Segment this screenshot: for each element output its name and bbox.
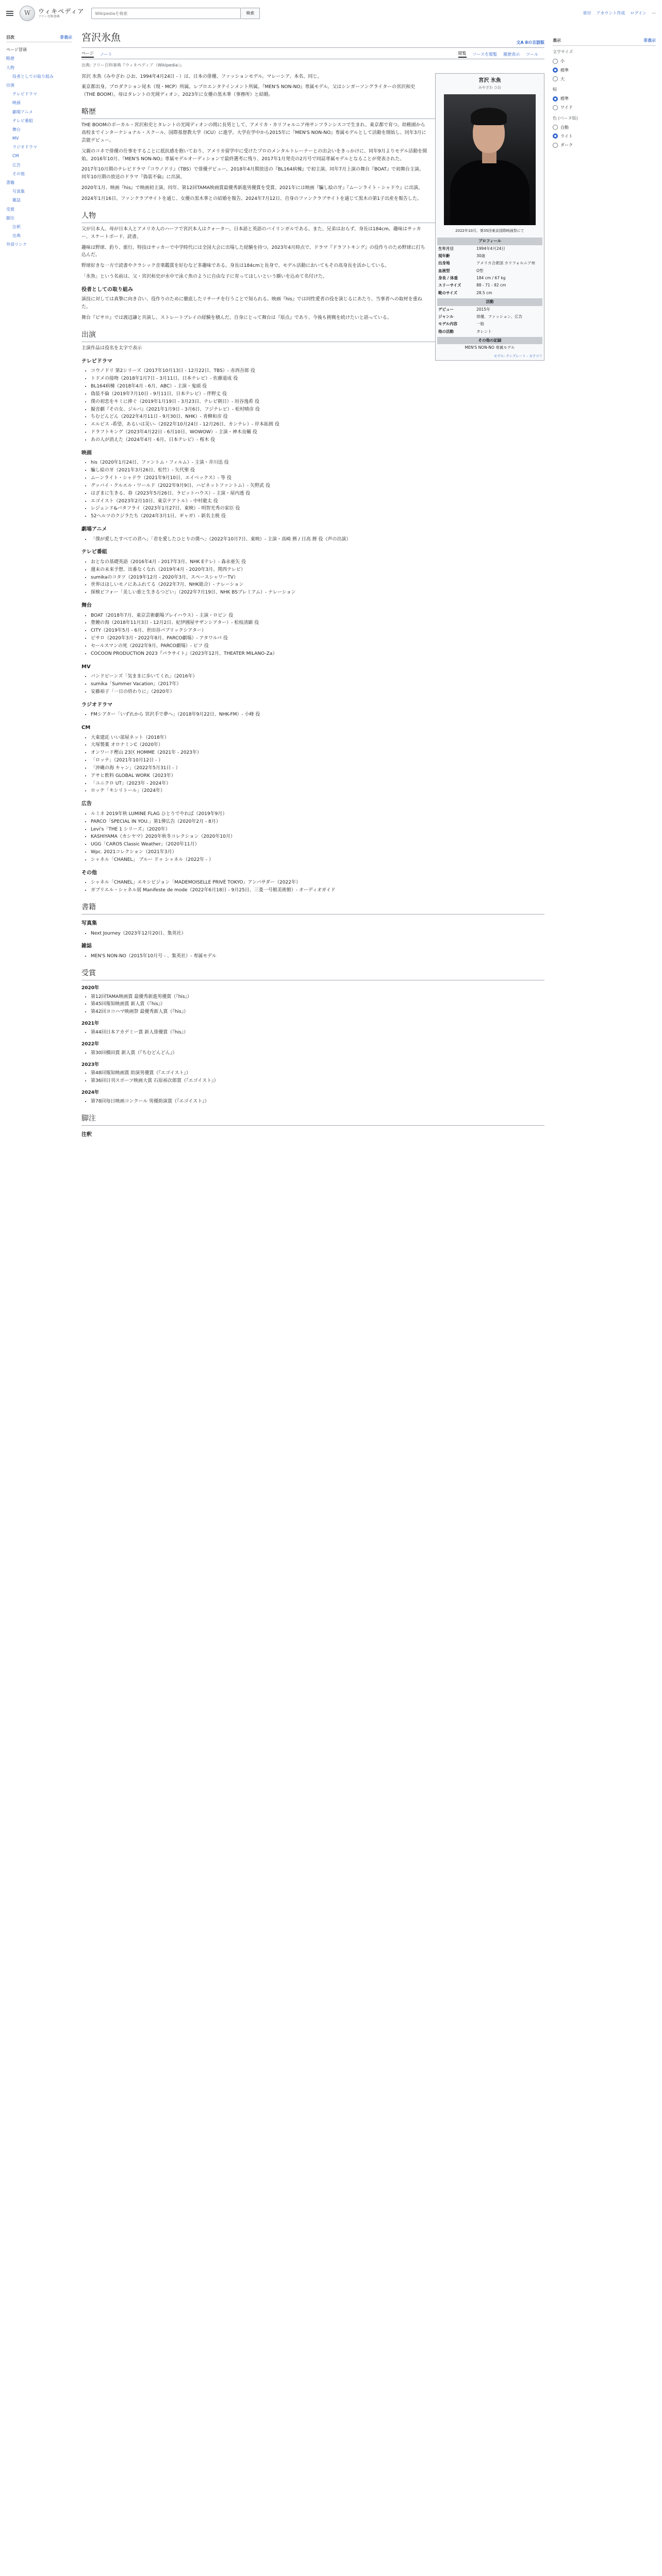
magazine-heading: 雑誌 [81, 943, 92, 950]
list-item: • ロッテ「キシリトール」（2024年） [91, 787, 544, 795]
text-size-options [553, 57, 656, 83]
infobox-key: 生年月日 [438, 246, 454, 251]
list-item: • ドラフトキング（2023年4月22日 - 6月10日、WOWOW）- 主演・神木良輔 役 [91, 429, 544, 436]
option-label: 標準 [560, 67, 569, 73]
notes-subheading: 注釈 [81, 1131, 92, 1138]
filmography-list [91, 536, 544, 544]
toc-item[interactable]: 出典 [12, 233, 21, 239]
infobox-section-profile: プロフィール [437, 238, 542, 245]
radio-icon[interactable] [553, 67, 558, 73]
infobox-row [437, 290, 542, 297]
infobox [435, 73, 544, 361]
list-item: • 探検ビフォー「美しい旅と生きるつどい」（2022年7月19日、NHK BSプレミアム）- ナレーション [91, 589, 544, 597]
radio-icon[interactable] [553, 59, 558, 64]
infobox-row [437, 275, 542, 282]
tab-page[interactable]: ページ [81, 50, 94, 58]
list-item: • 大塚製薬 オロナミンC（2020年） [91, 741, 544, 749]
list-item: • オンワード樫山 23区 HOMME（2021年 - 2023年） [91, 749, 544, 757]
logo-title: ウィキペディア [38, 7, 85, 15]
logo-subtitle: フリー百科事典 [38, 15, 60, 19]
infobox-key: 靴のサイズ [438, 290, 457, 295]
infobox-value: アメリカ合衆国 カリフォルニア州 [476, 261, 535, 266]
width-options [553, 94, 656, 112]
appearance-option[interactable] [553, 66, 656, 75]
text-size-label: 文字サイズ [553, 49, 573, 55]
option-label: ワイド [560, 105, 573, 110]
list-item: • 騙し絵の牙（2021年3月26日、松竹）- 矢代聖 役 [91, 467, 544, 474]
filmography-list [91, 673, 544, 696]
infobox-key: 他の活動 [438, 329, 454, 334]
section-paragraph: 舞台『ピサロ』では渡辺謙と共演し、ストレートプレイの経験を積んだ。自身にとって舞台は『原点』であり、今後も挑戦を続けたいと語っている。 [81, 315, 392, 321]
list-item: • 第36回日刊スポーツ映画大賞 石原裕次郎賞（『エゴイスト』） [91, 1077, 544, 1085]
awards-list [81, 985, 544, 1106]
toc-item[interactable]: 略歴 [6, 56, 14, 61]
list-item: • ルミネ 2019年秋 LUMINE FLAG ひとりでやれば（2019年9月） [91, 810, 544, 818]
list-item: • sumika「Summer Vacation」（2017年） [91, 681, 544, 688]
section-paragraph: 2020年1月、映画『his』で映画初主演。同年、第12回TAMA映画賞最優秀新進男優賞を受賞。2021年には映画『騙し絵の牙』『ムーンライト・シャドウ』に出演。 [81, 185, 423, 191]
toc-item[interactable]: 映画 [12, 100, 21, 106]
subsection-heading: 役者としての取り組み [81, 286, 133, 293]
filmography-group-heading: ラジオドラマ [81, 702, 112, 708]
list-item: • シャネル「CHANEL」 ブルー ドゥ シャネル（2022年 - ） [91, 856, 544, 864]
magazine-list [91, 953, 544, 960]
photobook-heading: 写真集 [81, 921, 97, 926]
books-heading: 書籍 [81, 902, 544, 914]
infobox-other-value: MEN'S NON-NO 専属モデル [465, 345, 515, 350]
option-label: 大 [560, 76, 565, 81]
list-item: • MEN'S NON-NO（2015年10月号 - 、集英社）- 専属モデル [91, 953, 544, 960]
filmography-group-heading: テレビ番組 [81, 549, 107, 555]
infobox-row [437, 245, 542, 252]
list-item: • 週末の未来予想、出番なくなれ（2019年4月 - 2020年3月、関西テレビ） [91, 566, 544, 574]
list-item: • ガブリエル・シャネル展 Manifeste de mode（2022年6月18日 - 9月25日、三菱一号館美術館）- オーディオガイド [91, 887, 544, 894]
infobox-key: 現年齢 [438, 253, 450, 258]
award-year: 2022年 [81, 1041, 100, 1047]
filmography-list [91, 612, 544, 658]
toc-item[interactable]: テレビ番組 [12, 118, 33, 123]
more-menu-icon[interactable]: ⋯ [652, 11, 656, 16]
list-item: • his（2020年1月24日、ファントム・フィルム）- 主演・井川迅 役 [91, 459, 544, 467]
intro-paragraph-1: 宮沢 氷魚（みやざわ ひお、1994年4月24日 - ）は、日本の俳優、ファッションモデル。マレーシア、本名、同じ。 [81, 74, 322, 79]
main-content [81, 27, 544, 1141]
list-item: • 世界はほしいモノにあふれてる（2022年7月、NHK総合）- ナレーション [91, 581, 544, 589]
wikipedia-globe-icon: W [20, 6, 35, 21]
appearance-option[interactable] [553, 132, 656, 141]
radio-icon[interactable] [553, 96, 558, 101]
section-paragraph: THE BOOMのボーカル・宮沢和史とタレントの光岡ディオンの間に長男として、アメリカ・カリフォルニア州サンフランシスコで生まれ、東京都で育つ。幼稚園から高校までインターナショナル・スクール、国際基督教大学（ICU）に進学。大学在学中から2015年に『MEN'S NON-NO』専属モデルとして活動を開始し、同年3月に芸能デビュー。 [81, 123, 426, 143]
toc-item[interactable]: 書籍 [6, 180, 14, 185]
filmography-group-heading: 劇場アニメ [81, 527, 107, 533]
toc-header [6, 33, 72, 42]
search-button[interactable]: 検索 [241, 8, 260, 19]
toc-item[interactable]: 劇場アニメ [12, 109, 33, 114]
infobox-activity-rows [437, 306, 542, 336]
toc-item[interactable]: テレビドラマ [12, 92, 37, 97]
list-item: • レジェンド&バタフライ（2023年1月27日、東映）- 明智光秀の家臣 役 [91, 505, 544, 513]
infobox-key: 血液型 [438, 268, 450, 273]
search-input[interactable] [92, 11, 240, 16]
infobox-value: 2015年 [476, 307, 490, 312]
appearance-title: 表示 [553, 38, 561, 43]
filmography-note: 主演作品は役名を太字で表示 [81, 346, 142, 351]
infobox-profile-rows [437, 245, 542, 297]
award-list [91, 1098, 544, 1106]
toc-item[interactable]: CM [12, 154, 19, 159]
list-item: • トドメの接吻（2018年1月7日 - 3月11日、日本テレビ）- 佐藤道成 役 [91, 375, 544, 383]
filmography-list [91, 558, 544, 597]
language-button[interactable]: 文A 8の言語版 [516, 40, 544, 45]
filmography-list [91, 734, 544, 795]
infobox-value: 1994年4月24日 [476, 246, 505, 251]
section-paragraph: 父親のコネで俳優の仕事をすることに抵抗感を抱いており、アメリカ留学中に受けたプロのメンタルトレーナーとの出会いをきっかけに、同年9月よりモデル活動を開始。2016年10月、『MEN'S NON-NO』専属モデルオーディションで最終選考に残り、2017年1月発売の2月号で同誌専属モデルとなることが発表された。 [81, 148, 427, 162]
page-tabs [81, 48, 544, 59]
intro-paragraph-2: 東京都出身。プロダクション尾木（現・MCP）所属。レプロエンタテインメント所属。『MEN'S NON-NO』専属モデル。父はシンガーソングライターの宮沢和史（THE BOOM）。母はタレントの光岡ディオン。2023年に女優の黒木華（事務所）と結婚。 [81, 84, 416, 98]
filmography-list [91, 459, 544, 520]
list-item: • ちむどんどん（2022年4月11日 - 9月30日、NHK）- 青柳和彦 役 [91, 413, 544, 421]
option-label: ライト [560, 133, 573, 139]
infobox-other-row [437, 344, 542, 351]
portrait-photo[interactable] [444, 94, 536, 225]
filmography-groups [81, 358, 544, 894]
section-heading: 人物 [81, 210, 544, 223]
infobox-value: 88 - 71 - 92 cm [476, 283, 506, 288]
page-title-bar [81, 27, 544, 48]
toc-item[interactable]: 注釈 [12, 224, 21, 229]
appearance-option[interactable] [553, 123, 656, 132]
list-item: • 僕の初恋をキミに捧ぐ（2019年1月19日 - 3月23日、テレビ朝日）- 垣谷逸希 役 [91, 398, 544, 406]
radio-icon[interactable] [553, 76, 558, 81]
filmography-group-heading: MV [81, 664, 91, 670]
section-paragraph: 野球好きな一方で読書やクラシック音楽鑑賞を好むなど多趣味である。身長は184cmと長身で、モデル活動においてもその高身長を活かしている。 [81, 263, 390, 269]
infobox-row [437, 267, 542, 275]
award-year: 2024年 [81, 1090, 100, 1096]
option-label: ダーク [560, 143, 573, 148]
list-item: • BOAT（2018年7月、東京芸術劇場プレイハウス）- 主演・ロビン 役 [91, 612, 544, 620]
create-account-link[interactable]: アカウント作成 [596, 11, 625, 16]
infobox-name: 宮沢 氷魚 [478, 77, 501, 83]
page-title: 宮沢氷魚 [81, 32, 121, 43]
toc-item[interactable]: ラジオドラマ [12, 145, 37, 150]
section-paragraph: 2024年1月16日、ファンクラブサイトを通じ、女優の黒木華との結婚を報告。2024年7月12日、自身のファンクラブサイトを通じて黒木の第1子出産を報告した。 [81, 196, 422, 201]
toc-item[interactable]: MV [12, 136, 19, 141]
toc-item[interactable]: 広告 [12, 162, 21, 167]
list-item: • 第12回TAMA映画賞 最優秀新進男優賞（『his』） [91, 993, 544, 1001]
source-line: 出典: フリー百科事典『ウィキペディア（Wikipedia）』 [81, 63, 184, 68]
user-links [583, 10, 656, 16]
list-item: • 「ロッテ」（2021年10月12日 - ） [91, 757, 544, 765]
color-label: 色 (ベータ版) [553, 115, 578, 121]
width-label: 幅 [553, 87, 557, 92]
option-label: 自動 [560, 125, 569, 130]
section-paragraph: 演技に対しては真摯に向き合い、役作りのために徹底したリサーチを行うことで知られる。映画『his』では同性愛者の役を演じるにあたり、当事者への取材を重ねた。 [81, 297, 422, 310]
search-box [91, 8, 241, 19]
list-item: • はざまに生きる、春（2023年5月26日、ラビットハウス）- 主演・屋内透 役 [91, 490, 544, 498]
award-list [91, 1070, 544, 1085]
list-item: • アサヒ飲料 GLOBAL WORK（2023年） [91, 772, 544, 780]
color-options [553, 123, 656, 150]
list-item: • エルピス -希望、あるいは災い-（2022年10月24日 - 12月26日、カンテレ）- 岸本拓朗 役 [91, 421, 544, 429]
tab-talk[interactable]: ノート [100, 52, 112, 57]
awards-heading: 受賞 [81, 968, 544, 980]
toc-list [6, 44, 72, 250]
tab-read[interactable]: 閲覧 [458, 50, 467, 58]
list-item: • グッバイ・クルエル・ワールド（2022年9月9日、ハピネットファントム）- 矢野武 役 [91, 482, 544, 490]
toc-item[interactable]: 舞台 [12, 127, 21, 132]
infobox-template-link[interactable]: モデル: テンプレート - カテゴリ [493, 353, 542, 358]
infobox-key: モデル内容 [438, 321, 458, 327]
filmography-group-heading: テレビドラマ [81, 358, 112, 364]
infobox-value: 28.5 cm [476, 290, 492, 295]
toc-item[interactable]: ページ冒頭 [6, 47, 27, 53]
filmography-list [91, 711, 544, 719]
list-item: • 第48回報知映画賞 助演男優賞（『エゴイスト』） [91, 1070, 544, 1077]
award-year: 2023年 [81, 1062, 100, 1067]
award-list [91, 1029, 544, 1037]
toc-item[interactable]: その他 [12, 171, 25, 176]
infobox-value: 184 cm / 67 kg [476, 276, 506, 280]
list-item: • セールスマンの死（2022年9月、PARCO劇場）- ビフ 役 [91, 642, 544, 650]
filmography-group-heading: 舞台 [81, 603, 92, 609]
list-item: • 52ヘルツのクジラたち（2024年3月1日、ギャガ）- 新名主税 役 [91, 513, 544, 520]
list-item: • CITY（2019年5月 - 6月、世田谷パブリックシアター） [91, 627, 544, 635]
infobox-key: デビュー [438, 307, 454, 312]
list-item: • 「ユニクロ UT」（2023年 - 2024年） [91, 780, 544, 788]
appearance-panel [553, 33, 656, 149]
list-item: • Wpc. 2021コレクション（2021年3月） [91, 849, 544, 856]
toc-title: 目次 [6, 35, 14, 40]
infobox-key: 身長 / 体重 [438, 276, 458, 280]
list-item: • ムーンライト・シャドウ（2021年9月10日、エイベックス）- 等 役 [91, 474, 544, 482]
list-item: • 安藤裕子「一日の終わりに」（2020年） [91, 688, 544, 696]
option-label: 標準 [560, 96, 569, 101]
infobox-row [437, 260, 542, 267]
award-list [91, 1049, 544, 1057]
appearance-option[interactable] [553, 141, 656, 149]
tab-view-source[interactable]: ソースを閲覧 [472, 52, 498, 57]
radio-icon[interactable] [553, 125, 558, 130]
section-paragraph: 趣味は野球、釣り、旅行。特技はサッカーで中学時代には全国大会に出場した経験を持つ。2023年4月時点で、ドラマ『ドラフトキング』の役作りのため野球に打ち込んだ。 [81, 245, 425, 258]
tab-history[interactable]: 履歴表示 [503, 52, 520, 57]
list-item: • おとなの基礎英語（2016年4月 - 2017年3月、NHK Eテレ）- 森永亜矢 役 [91, 558, 544, 566]
donate-link[interactable]: 寄付 [583, 11, 591, 16]
list-item: • ピサロ（2020年3月・2022年8月、PARCO劇場）- アタワルパ 役 [91, 635, 544, 642]
infobox-reading: みやざわ ひお [478, 86, 502, 90]
filmography-group-heading: その他 [81, 870, 97, 876]
filmography-list [91, 367, 544, 444]
infobox-value: タレント [476, 329, 492, 334]
list-item: • 第78回毎日映画コンクール 男優助演賞（『エゴイスト』） [91, 1098, 544, 1106]
infobox-key: 出身地 [438, 261, 450, 266]
filmography-heading: 出演 [81, 329, 544, 342]
list-item: • あの人が消えた（2024年4月 - 6月、日本テレビ）- 桜木 役 [91, 436, 544, 444]
infobox-row [437, 252, 542, 260]
login-link[interactable]: ログイン [630, 11, 647, 16]
filmography-group-heading: CM [81, 725, 91, 731]
toc-item[interactable]: 脚注 [6, 215, 14, 221]
site-header [0, 0, 662, 27]
appearance-header [553, 37, 656, 46]
appearance-option[interactable] [553, 103, 656, 112]
infobox-value: 俳優、ファッション、広告 [476, 314, 523, 319]
photobook-list [91, 930, 544, 938]
list-item: • コウノドリ 第2シリーズ（2017年10月13日 - 12月22日、TBS）- 赤西吾郎 役 [91, 367, 544, 375]
list-item: • シャネル「CHANEL」エキシビジョン「MADEMOISELLE PRIVÉ TOKYO」アンバサダー（2022年） [91, 879, 544, 887]
filmography-group-heading: 広告 [81, 801, 92, 807]
list-item: • UGG「CAROS Classic Weather」（2020年11月） [91, 841, 544, 849]
infobox-section-other: その他の記録 [437, 337, 542, 344]
toc-item[interactable]: 外部リンク [6, 242, 27, 247]
filmography-list [91, 879, 544, 894]
list-item: • エゴイスト（2023年2月10日、東京テアトル）- 中村龍太 役 [91, 498, 544, 505]
main-menu-icon[interactable] [6, 11, 13, 16]
filmography-group-heading: 映画 [81, 450, 92, 456]
section-paragraph: 「氷魚」という名前は、父・宮沢和史が水中で泳ぐ魚のように自由な子に育ってほしいという願いを込めて名付けた。 [81, 274, 328, 280]
appearance-option[interactable] [553, 57, 656, 65]
list-item: • 偽装不倫（2019年7月10日 - 9月11日、日本テレビ）- 伴野丈 役 [91, 391, 544, 398]
section-paragraph: 父が日本人、母が日本人とアメリカ人のハーフで宮沢本人はクォーター。日本語と英語のバイリンガルである。また、兄弟はおらず、身長は184cm。趣味はサッカー、スケートボード、読書。 [81, 226, 421, 240]
list-item: • 第45回報知映画賞 新人賞（『his』） [91, 1001, 544, 1008]
notes-heading: 脚注 [81, 1113, 544, 1126]
toc-item[interactable]: 役者としての取り組み [12, 74, 54, 79]
toc-item[interactable]: 人物 [6, 65, 14, 70]
radio-icon[interactable] [553, 105, 558, 110]
list-item: • バンドピーンズ「気ままに歩いてくれ」（2016年） [91, 673, 544, 681]
radio-icon[interactable] [553, 133, 558, 139]
infobox-row [437, 328, 542, 335]
list-item: • 擬音劇『その女、ジルバ』（2021年1月9日 - 3月6日、フジテレビ）- 松村晴彦 役 [91, 406, 544, 414]
infobox-row [437, 306, 542, 313]
list-item: • FMシアター「いずれから 宮沢手で夢へ」（2018年9月22日、NHK-FM）- 小峰 役 [91, 711, 544, 719]
list-item: • PARCO「SPECIAL IN YOU.」第1弾広告（2020年2月 - 8月） [91, 818, 544, 826]
section-heading: 略歴 [81, 106, 544, 119]
appearance-hide-button[interactable]: 非表示 [643, 38, 656, 43]
toc-item[interactable]: 写真集 [12, 189, 25, 194]
list-item: • sumikaのコタツ（2019年12月 - 2020年3月、スペースシャワーTV） [91, 574, 544, 582]
appearance-option[interactable] [553, 94, 656, 103]
list-item: • 第44回日本アカデミー賞 新人俳優賞（『his』） [91, 1029, 544, 1037]
table-of-contents [6, 33, 72, 250]
infobox-key: ジャンル [438, 314, 454, 319]
list-item: • Levi's「THE 1 シリーズ」（2020年） [91, 826, 544, 834]
infobox-value: 一般 [476, 321, 484, 327]
filmography-list [91, 810, 544, 864]
toc-item[interactable]: 雑誌 [12, 198, 21, 203]
award-year: 2021年 [81, 1021, 100, 1027]
award-year: 2020年 [81, 985, 100, 991]
option-label: 小 [560, 59, 565, 64]
toc-item[interactable]: 出演 [6, 82, 14, 88]
tab-tools[interactable]: ツール [526, 52, 538, 57]
infobox-row [437, 320, 542, 328]
list-item: • 「沖縄の海 キャン」（2022年5月31日 - ） [91, 765, 544, 772]
list-item: • KASHIYAMA（カシヤマ）2020年秋冬コレクション（2020年10月） [91, 833, 544, 841]
list-item: • Next Journey（2023年12月20日、集英社） [91, 930, 544, 938]
section-paragraph: 2017年10月期のテレビドラマ『コウノドリ』（TBS）で俳優デビュー。2018年4月期放送の『BL164病棟』で初主演。同年7月上演の舞台『BOAT』で初舞台主演。同年10月期の放送のドラマ『偽装不倫』に出演。 [81, 167, 424, 180]
wikipedia-logo[interactable] [20, 6, 84, 21]
list-item: • 「僕が愛したすべての君へ」「君を愛したひとりの僕へ」（2022年10月7日、東映）- 主演・高崎 暦 / 日高 暦 役（声の出演） [91, 536, 544, 544]
infobox-value: 30歳 [476, 253, 486, 258]
list-item: • 豊饒の海（2018年11月3日 - 12月2日、紀伊國屋サザンシアター）- 松枝清顕 役 [91, 619, 544, 627]
infobox-key: スリーサイズ [438, 283, 461, 288]
infobox-value: O型 [476, 268, 484, 273]
infobox-row [437, 313, 542, 320]
appearance-option[interactable] [553, 75, 656, 83]
list-item: • BL164病棟（2018年4月 - 6月、ABC）- 主演・鬼頭 役 [91, 383, 544, 391]
list-item: • 第42回ヨコハマ映画祭 最優秀新人賞（『his』） [91, 1008, 544, 1016]
award-list [91, 993, 544, 1016]
radio-icon[interactable] [553, 143, 558, 148]
infobox-row [437, 282, 542, 289]
infobox-section-activity: 活動 [437, 298, 542, 306]
photo-caption: 2022年10月、第35回東京国際映画祭にて [455, 228, 524, 233]
list-item: • 大東建託 いい部屋ネット（2018年） [91, 734, 544, 742]
toc-hide-button[interactable]: 非表示 [60, 35, 72, 40]
list-item: • COCOON PRODUCTION 2023『パラサイト』（2023年12月、THEATER MILANO-Za） [91, 650, 544, 658]
list-item: • 第30回橋田賞 新人賞（『ちむどんどん』） [91, 1049, 544, 1057]
toc-item[interactable]: 受賞 [6, 207, 14, 212]
